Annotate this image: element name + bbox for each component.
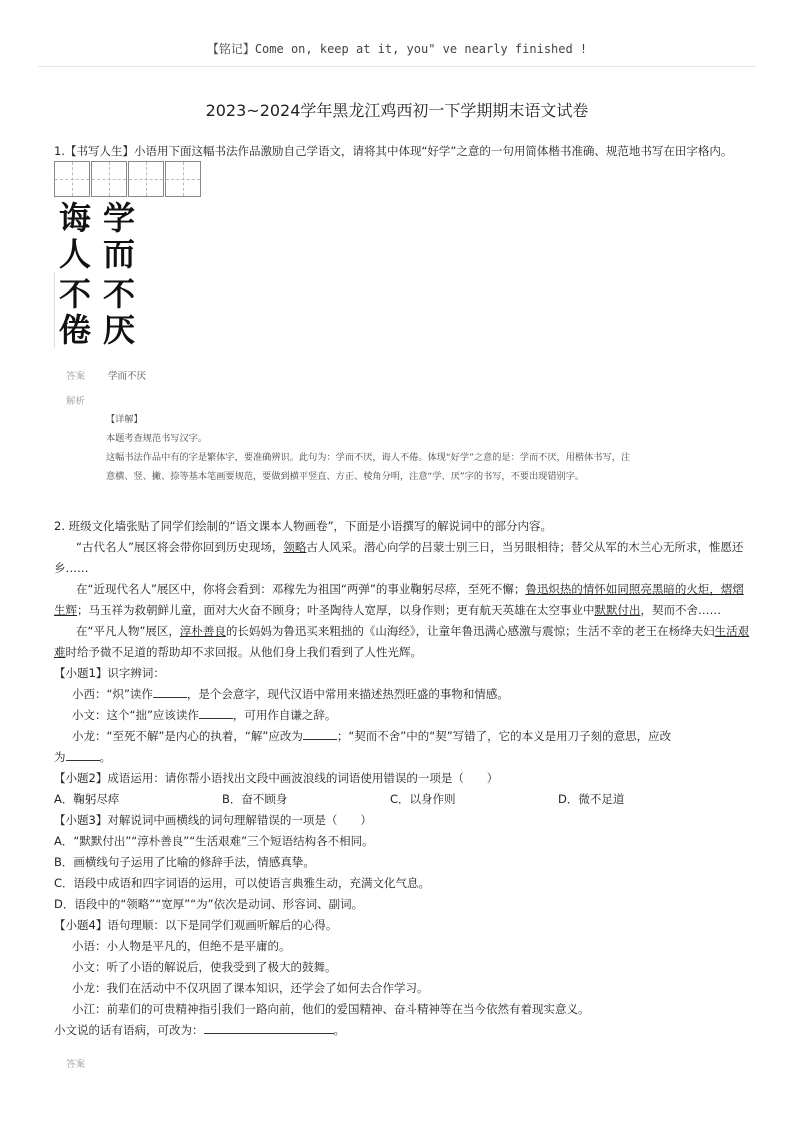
answer-label: 答案 — [66, 371, 86, 382]
option-d[interactable]: D．语段中的“领略”“宽厚”“为”依次是动词、形容词、副词。 — [54, 897, 364, 911]
calligraphy-image — [54, 200, 142, 348]
blank-input[interactable] — [199, 706, 233, 719]
calligraphy-char: 不 — [102, 275, 135, 313]
calligraphy-char: 诲 — [58, 199, 91, 237]
blank-input[interactable] — [303, 727, 337, 740]
passage-line: 在“平凡人物”展区，淳朴善良的长妈妈为鲁迅买来粗拙的《山海经》，让童年鲁迅满心感激与震惊；生活不幸的老王在杨绛夫妇生活艰 — [76, 624, 750, 638]
option-c[interactable]: C．以身作则 — [390, 792, 456, 806]
grid-cell[interactable] — [165, 161, 201, 197]
motto: 【铭记】Come on, keep at it, you" ve nearly finished ! — [206, 42, 588, 56]
underlined-word: 淳朴善良 — [179, 624, 226, 638]
subquestion-3: 【小题3】对解说词中画横线的词句理解错误的一项是（ ） — [54, 813, 372, 827]
calligraphy-divider — [54, 272, 55, 348]
page-title: 2023~2024学年黑龙江鸡西初一下学期期末语文试卷 — [205, 101, 589, 120]
question-2-stem: 2. 班级文化墙张贴了同学们绘制的“语文课本人物画卷”，下面是小语撰写的解说词中的部分内容。 — [54, 519, 553, 533]
explain-line: 本题考查规范书写汉字。 — [106, 433, 208, 444]
explanation — [106, 410, 736, 486]
subq-line: 为 。 — [54, 750, 111, 764]
underlined-word: 默默付出 — [594, 603, 641, 617]
option-a[interactable]: A．“默默付出”“淳朴善良”“生活艰难”三个短语结构各不相同。 — [54, 834, 374, 848]
calligraphy-char: 人 — [58, 235, 91, 273]
explain-line: 意横、竖、撇、捺等基本笔画要规范，要做到横平竖直、方正、棱角分明，注意“学、厌”字的书写，不要出现错别字。 — [106, 471, 585, 482]
option-b[interactable]: B．奋不顾身 — [222, 792, 288, 806]
subq2-options — [54, 789, 754, 810]
grid-cell[interactable] — [128, 161, 164, 197]
passage-line: 生辉；马玉祥为救朝鲜儿童，面对大火奋不顾身；叶圣陶待人宽厚，以身作则；更有航天英雄在太空事业中默默付出，契而不舍…… — [54, 603, 721, 617]
question-2 — [54, 516, 754, 1041]
tianzige-grid[interactable] — [54, 161, 202, 197]
option-d[interactable]: D．微不足道 — [558, 792, 625, 806]
subq-line: 小龙：“至死不解”是内心的执着，“解”应改为 ；“契而不舍”中的“契”写错了，它的本义是用刀子刻的意思，应改 — [72, 729, 672, 743]
option-a[interactable]: A．鞠躬尽瘁 — [54, 792, 120, 806]
subq-line: 小文：听了小语的解说后，使我受到了极大的鼓舞。 — [72, 960, 337, 974]
explain-line: 这幅书法作品中有的字是繁体字，要准确辨识。此句为：学而不厌，诲人不倦。体现“好学”之意的是：学而不厌，用楷体书写，注 — [106, 452, 631, 463]
underlined-word: 难 — [54, 645, 66, 659]
subq-line: 小语：小人物是平凡的，但绝不是平庸的。 — [72, 939, 291, 953]
passage-line: 难时给予微不足道的帮助却不求回报。从他们身上我们看到了人性光辉。 — [54, 645, 422, 659]
underlined-word: 领略 — [283, 540, 307, 554]
grid-cell[interactable] — [54, 161, 90, 197]
calligraphy-char: 学 — [102, 199, 135, 237]
subq-line: 小龙：我们在活动中不仅巩固了课本知识，还学会了如何去合作学习。 — [72, 981, 429, 995]
answer-label: 答案 — [66, 1059, 86, 1070]
subq-line: 小文：这个“拙”应该读作 ，可用作自谦之辞。 — [72, 708, 337, 722]
calligraphy-char: 厌 — [102, 311, 135, 349]
blank-input[interactable] — [153, 685, 187, 698]
subq-line: 小西：“炽”读作 ，是个会意字，现代汉语中常用来描述热烈旺盛的事物和情感。 — [72, 687, 509, 701]
grid-cell[interactable] — [91, 161, 127, 197]
blank-input[interactable] — [204, 1021, 334, 1034]
subquestion-4: 【小题4】语句理顺：以下是同学们观画听解后的心得。 — [54, 918, 338, 932]
passage-line: 乡…… — [54, 561, 89, 575]
passage-line: “古代名人”展区将会带你回到历史现场，领略古人风采。潜心向学的吕蒙士别三日，当另眼相待；替父从军的木兰心无所求，惟愿还 — [76, 540, 744, 554]
blank-input[interactable] — [66, 748, 100, 761]
underlined-sentence: 生辉 — [54, 603, 77, 617]
explain-head: 【详解】 — [106, 414, 143, 425]
subquestion-2: 【小题2】成语运用：请你帮小语找出文段中画波浪线的词语使用错误的一项是（ ） — [54, 771, 499, 785]
calligraphy-char: 不 — [58, 275, 91, 313]
subq-line: 小江：前辈们的可贵精神指引我们一路向前，他们的爱国精神、奋斗精神等在当今依然有着现实意义。 — [72, 1002, 590, 1016]
subq-line: 小文说的话有语病，可改为： 。 — [54, 1023, 345, 1037]
passage-line: 在“近现代名人”展区中，你将会看到：邓稼先为祖国“两弹”的事业鞠躬尽瘁，至死不懈；鲁迅炽热的情怀如同照亮黑暗的火炬，熠熠 — [76, 582, 744, 596]
answer-text: 学而不厌 — [108, 371, 147, 382]
header-divider — [38, 66, 756, 67]
underlined-word: 生活艰 — [714, 624, 750, 638]
explain-label: 解析 — [66, 396, 86, 407]
underlined-sentence: 鲁迅炽热的情怀如同照亮黑暗的火炬，熠熠 — [525, 582, 744, 596]
calligraphy-char: 而 — [102, 235, 135, 273]
calligraphy-char: 倦 — [58, 311, 91, 349]
option-b[interactable]: B．画横线句子运用了比喻的修辞手法，情感真挚。 — [54, 855, 315, 869]
subquestion-1: 【小题1】识字辨词： — [54, 666, 165, 680]
question-1-stem: 1.【书写人生】小语用下面这幅书法作品激励自己学语文，请将其中体现“好学”之意的一句用简体楷书准确、规范地书写在田字格内。 — [54, 144, 733, 158]
option-c[interactable]: C．语段中成语和四字词语的运用，可以使语言典雅生动，充满文化气息。 — [54, 876, 431, 890]
